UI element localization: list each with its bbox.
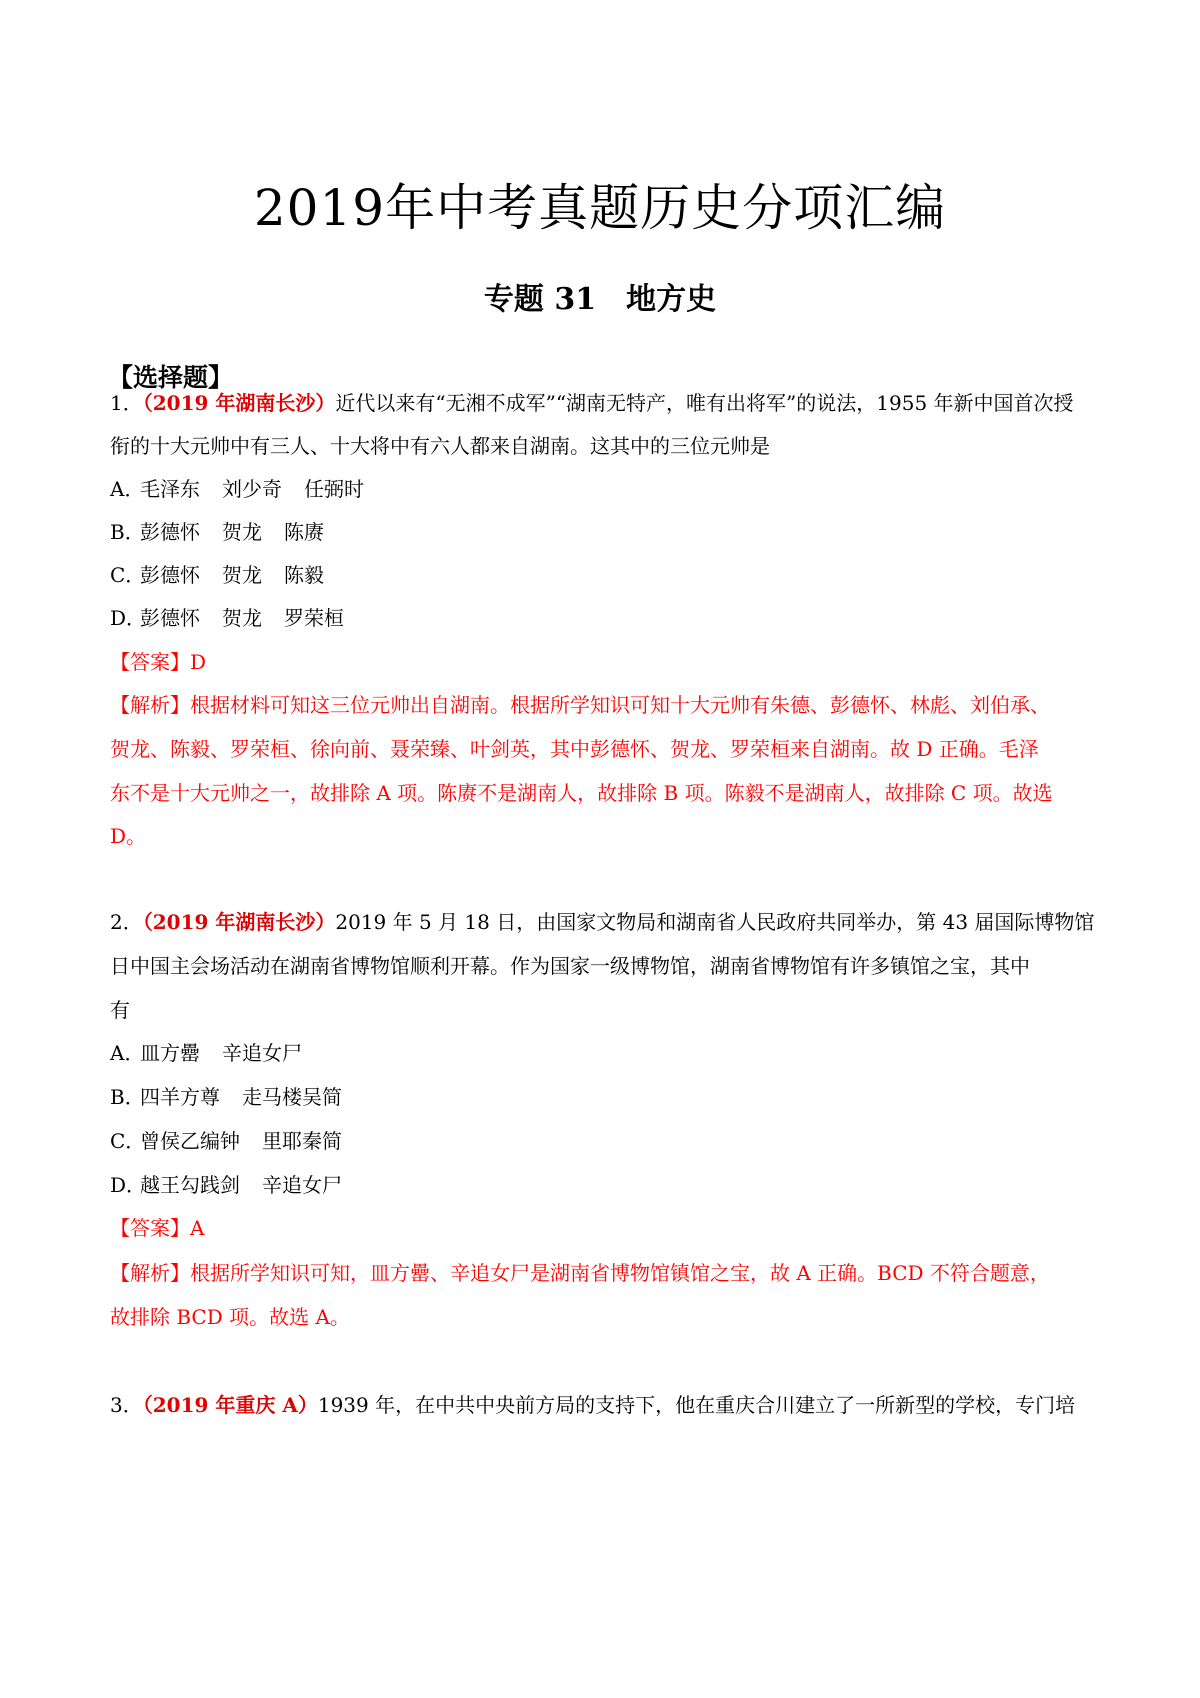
option-item: 辛追女尸	[222, 1041, 302, 1065]
question-source: （2019 年湖南长沙）	[142, 910, 336, 934]
option-item: 任弼时	[304, 477, 364, 501]
question-2-option-a	[110, 1038, 1100, 1068]
question-1-option-a	[110, 474, 1100, 504]
option-letter: B．	[110, 520, 145, 544]
option-item: 彭德怀	[140, 606, 200, 630]
question-2-stem	[110, 907, 1100, 937]
question-1-stem-cont: 衔的十大元帅中有三人、十大将中有六人都来自湖南。这其中的三位元帅是	[110, 434, 770, 458]
option-letter: C．	[110, 1129, 146, 1153]
answer-value: D	[190, 650, 207, 674]
question-number: 3．	[110, 1393, 143, 1417]
question-1-option-c	[110, 560, 1100, 590]
option-item: 贺龙	[222, 563, 262, 587]
section-heading: 【选择题】	[108, 363, 234, 392]
question-2-stem-cont: 有	[110, 998, 130, 1022]
question-text: 近代以来有“无湘不成军”“湖南无特产，唯有出将军”的说法，1955 年新中国首次授	[335, 391, 1074, 415]
option-item: 越王勾践剑	[140, 1173, 240, 1197]
option-letter: B．	[110, 1085, 145, 1109]
question-1-analysis-line: 东不是十大元帅之一，故排除 A 项。陈赓不是湖南人，故排除 B 项。陈毅不是湖南人，故排除 C 项。故选	[110, 781, 1053, 805]
option-letter: D．	[110, 1173, 147, 1197]
question-1-option-b	[110, 517, 1100, 547]
option-letter: D．	[110, 606, 147, 630]
question-2-analysis-line: 【解析】根据所学知识可知，皿方罍、辛追女尸是湖南省博物馆镇馆之宝，故 A 正确。BCD 不符合题意，	[110, 1261, 1050, 1285]
answer-label: 【答案】	[110, 1216, 190, 1240]
question-3-stem	[110, 1390, 1100, 1420]
question-1-answer	[110, 647, 1100, 677]
option-item: 贺龙	[222, 606, 262, 630]
question-2-analysis-line: 故排除 BCD 项。故选 A。	[110, 1305, 350, 1329]
question-text: 2019 年 5 月 18 日，由国家文物局和湖南省人民政府共同举办，第 43 届国际博物馆	[335, 910, 1095, 934]
option-item: 四羊方尊	[140, 1085, 220, 1109]
option-item: 皿方罍	[140, 1041, 200, 1065]
option-item: 陈赓	[284, 520, 324, 544]
question-number: 2．	[110, 910, 143, 934]
option-item: 走马楼吴简	[242, 1085, 342, 1109]
question-text: 1939 年，在中共中央前方局的支持下，他在重庆合川建立了一所新型的学校，专门培	[317, 1393, 1076, 1417]
document-subtitle: 专题 31 地方史	[483, 282, 717, 317]
question-number: 1．	[110, 391, 143, 415]
option-item: 罗荣桓	[284, 606, 344, 630]
option-item: 里耶秦简	[262, 1129, 342, 1153]
option-item: 刘少奇	[222, 477, 282, 501]
question-1-analysis-line: D。	[110, 824, 147, 848]
option-item: 彭德怀	[140, 563, 200, 587]
question-2-answer	[110, 1213, 1100, 1243]
option-item: 辛追女尸	[262, 1173, 342, 1197]
question-2-stem-cont: 日中国主会场活动在湖南省博物馆顺利开幕。作为国家一级博物馆，湖南省博物馆有许多镇馆之宝，其中	[110, 954, 1030, 978]
option-item: 陈毅	[284, 563, 324, 587]
question-1-stem	[110, 388, 1100, 418]
option-letter: A．	[110, 1041, 145, 1065]
option-letter: A．	[110, 477, 145, 501]
answer-label: 【答案】	[110, 650, 190, 674]
answer-value: A	[190, 1216, 205, 1240]
question-2-option-c	[110, 1126, 1100, 1156]
option-item: 贺龙	[222, 520, 262, 544]
option-item: 彭德怀	[140, 520, 200, 544]
question-1-analysis-line: 【解析】根据材料可知这三位元帅出自湖南。根据所学知识可知十大元帅有朱德、彭德怀、林彪、刘伯承、	[110, 693, 1050, 717]
question-2-option-d	[110, 1170, 1100, 1200]
option-item: 曾侯乙编钟	[140, 1129, 240, 1153]
question-source: （2019 年重庆 A）	[142, 1393, 318, 1417]
question-source: （2019 年湖南长沙）	[142, 391, 336, 415]
question-2-option-b	[110, 1082, 1100, 1112]
question-1-analysis-line: 贺龙、陈毅、罗荣桓、徐向前、聂荣臻、叶剑英，其中彭德怀、贺龙、罗荣桓来自湖南。故 D 正确。毛泽	[110, 737, 1039, 761]
option-letter: C．	[110, 563, 146, 587]
option-item: 毛泽东	[140, 477, 200, 501]
question-1-option-d	[110, 603, 1100, 633]
document-title: 2019年中考真题历史分项汇编	[253, 179, 947, 237]
